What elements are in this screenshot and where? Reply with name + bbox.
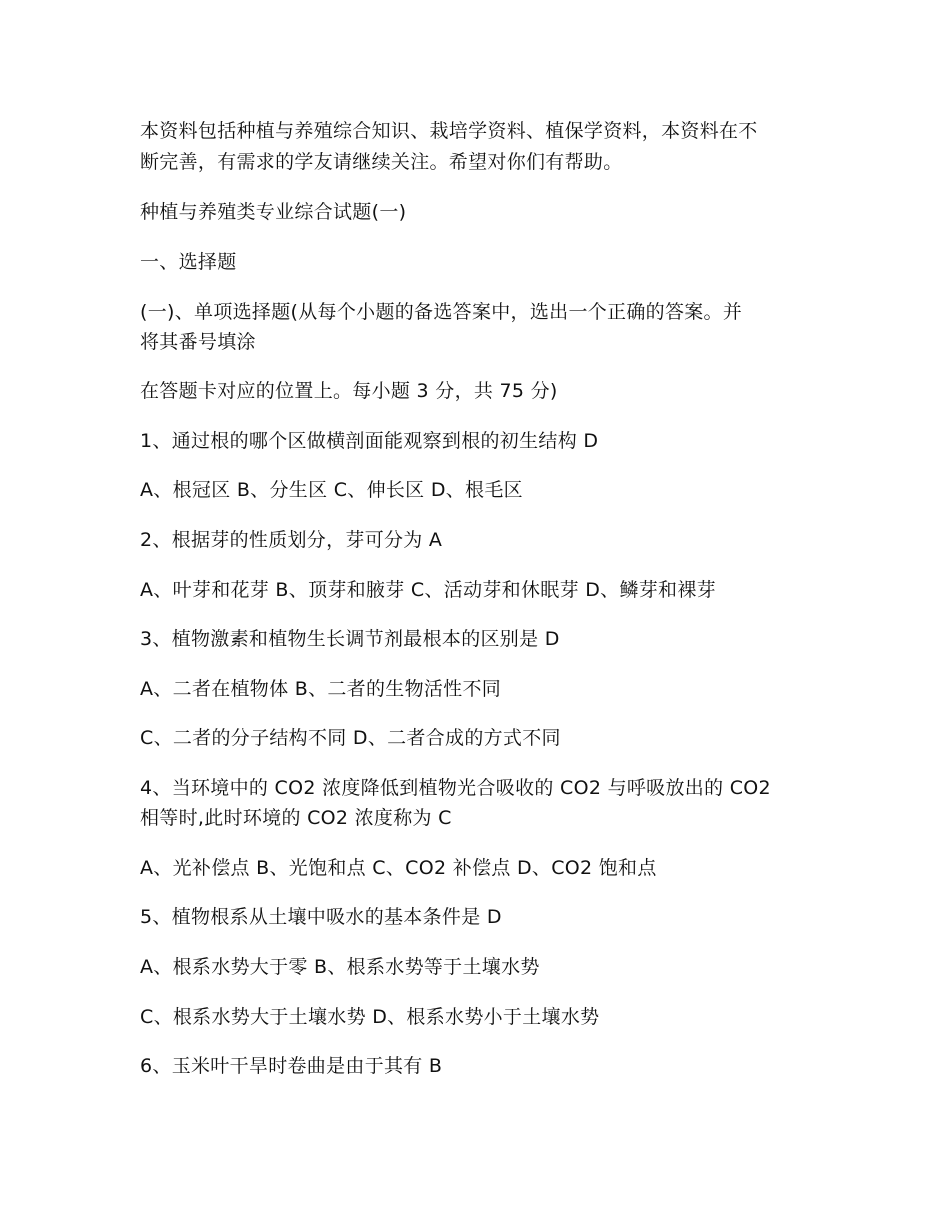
- instructions-line-3: 在答题卡对应的位置上。每小题 3 分，共 75 分): [140, 380, 558, 402]
- question-1-options: A、根冠区 B、分生区 C、伸长区 D、根毛区: [140, 479, 523, 501]
- question-2-options: A、叶芽和花芽 B、顶芽和腋芽 C、活动芽和休眠芽 D、鳞芽和裸芽: [140, 579, 716, 601]
- question-2: 2、根据芽的性质划分，芽可分为 A: [140, 529, 443, 551]
- question-6: 6、玉米叶干旱时卷曲是由于其有 B: [140, 1055, 443, 1077]
- question-3: 3、植物激素和植物生长调节剂最根本的区别是 D: [140, 628, 560, 650]
- question-4-line-2: 相等时,此时环境的 CO2 浓度称为 C: [140, 807, 452, 829]
- question-4-line-1: 4、当环境中的 CO2 浓度降低到植物光合吸收的 CO2 与呼吸放出的 CO2: [140, 777, 771, 799]
- question-3-options-1: A、二者在植物体 B、二者的生物活性不同: [140, 678, 502, 700]
- question-1: 1、通过根的哪个区做横剖面能观察到根的初生结构 D: [140, 430, 599, 452]
- exam-title: 种植与养殖类专业综合试题(一): [140, 201, 407, 223]
- intro-line-1: 本资料包括种植与养殖综合知识、栽培学资料、植保学资料，本资料在不: [140, 120, 758, 142]
- question-5-options-2: C、根系水势大于土壤水势 D、根系水势小于土壤水势: [140, 1006, 600, 1028]
- question-3-options-2: C、二者的分子结构不同 D、二者合成的方式不同: [140, 727, 561, 749]
- instructions-line-2: 将其番号填涂: [140, 331, 256, 353]
- question-5: 5、植物根系从土壤中吸水的基本条件是 D: [140, 906, 502, 928]
- question-4-options: A、光补偿点 B、光饱和点 C、CO2 补偿点 D、CO2 饱和点: [140, 857, 657, 879]
- instructions-line-1: (一)、单项选择题(从每个小题的备选答案中，选出一个正确的答案。并: [140, 301, 743, 323]
- section-heading: 一、选择题: [140, 251, 237, 273]
- question-5-options-1: A、根系水势大于零 B、根系水势等于土壤水势: [140, 956, 540, 978]
- intro-line-2: 断完善，有需求的学友请继续关注。希望对你们有帮助。: [140, 151, 623, 173]
